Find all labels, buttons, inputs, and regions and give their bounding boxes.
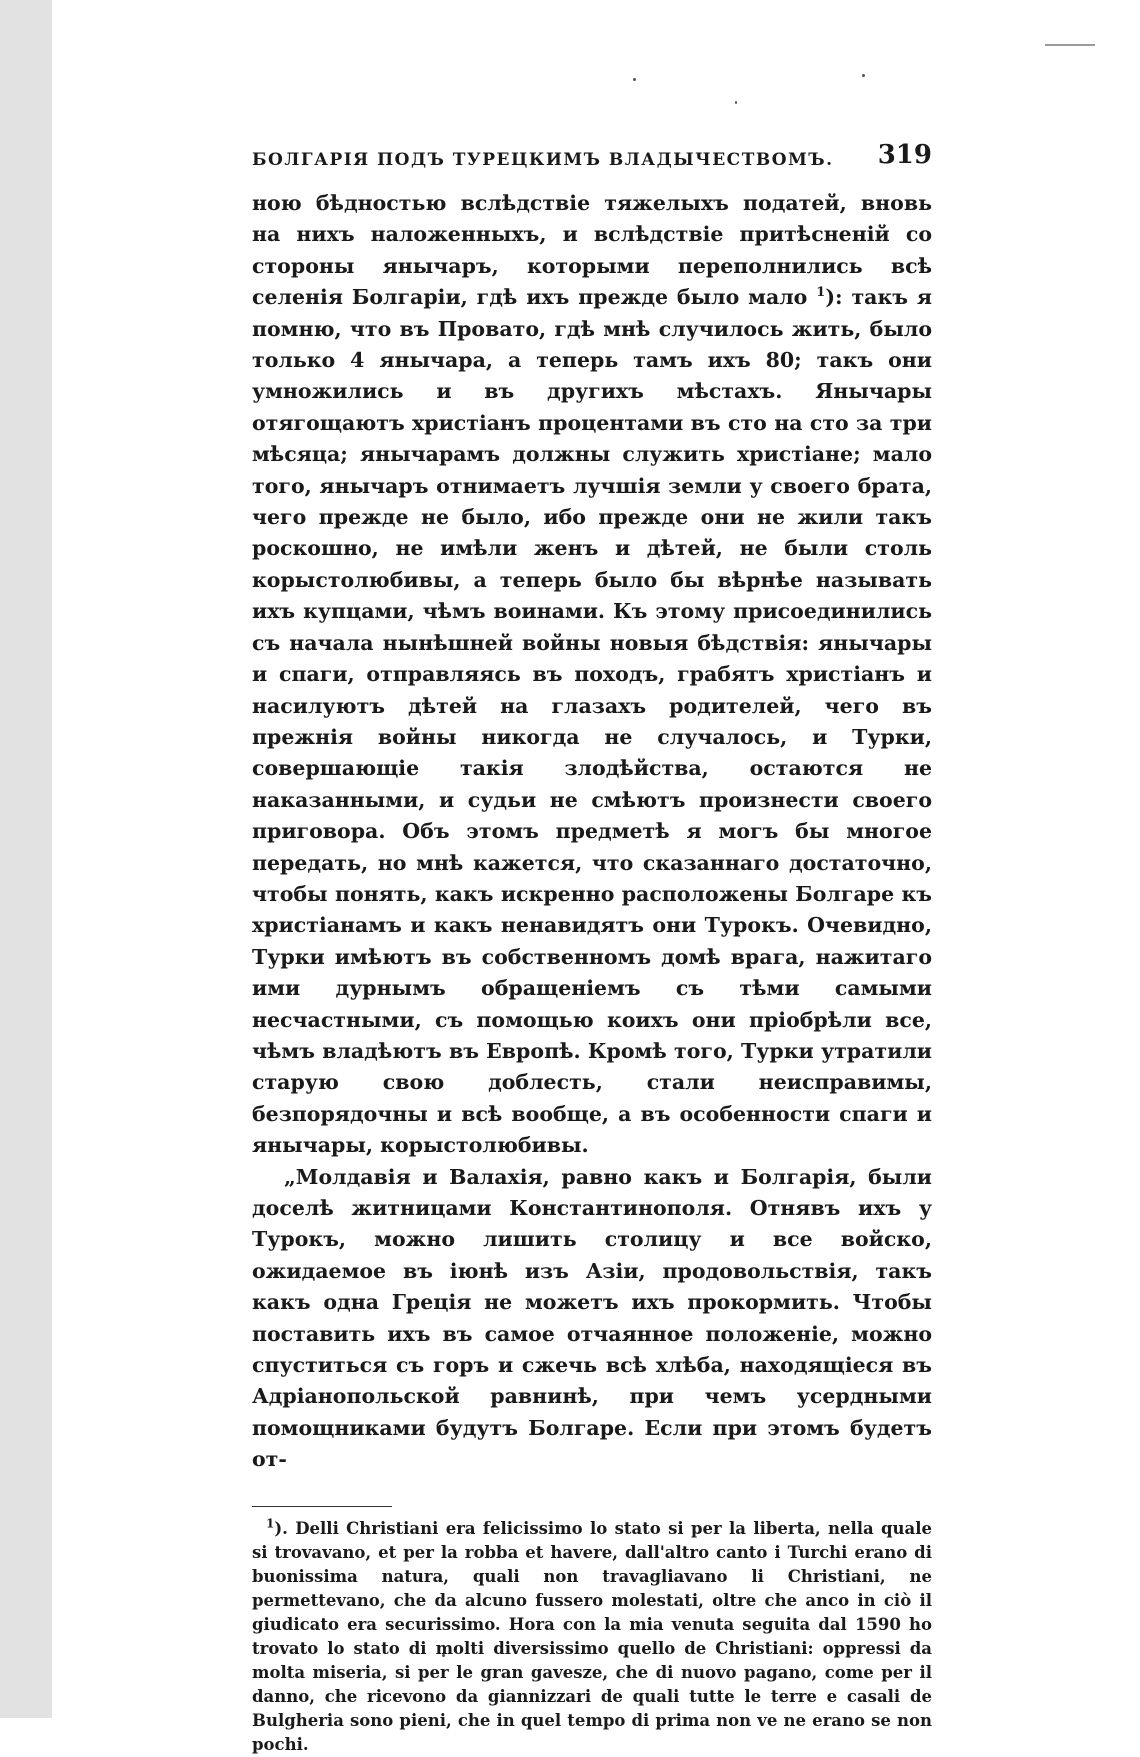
paragraph-text: „Молдавія и Валахія, равно какъ и Болгарія, были доселѣ житницами Константинополя. Отнявъ ихъ у Турокъ, можно лишить столицу и все войско, ожидаемое въ іюнѣ изъ Азіи, продовольствія, такъ какъ одна Греція не можетъ ихъ прокормить. Чтобы поставить ихъ въ самое отчаянное положеніе, можно спуститься съ горъ и сжечь всѣ хлѣба, находящіеся въ Адріанопольской равнинѣ, при чемъ усердными помощниками будутъ Болгаре. Если при этомъ будетъ от- xyxy=(252,1164,932,1472)
corner-rule xyxy=(1045,44,1095,46)
page-number: 319 xyxy=(877,140,932,170)
scan-speck xyxy=(633,78,636,81)
scan-speck xyxy=(862,74,865,77)
footnote-divider xyxy=(252,1506,392,1507)
page-content xyxy=(252,140,932,1757)
binding-gutter xyxy=(0,0,52,1718)
paragraph-text: ною бѣдностью вслѣдствіе тяжелыхъ податей, вновь на нихъ наложенныхъ, и вслѣдствіе притѣсненій со стороны янычаръ, которыми переполнились всѣ селенія Болгаріи, гдѣ ихъ прежде было мало xyxy=(252,191,932,310)
footnote-marker: 1 xyxy=(266,1516,275,1531)
footnote-reference: 1 xyxy=(816,285,826,301)
body-paragraph xyxy=(252,1162,932,1476)
body-paragraph xyxy=(252,188,932,1162)
paragraph-text: ): такъ я помню, что въ Провато, гдѣ мнѣ случилось жить, было только 4 янычара, а теперь тамъ ихъ 80; такъ они умножились и въ другихъ мѣстахъ. Янычары отягощаютъ христіанъ процентами въ сто на сто за три мѣсяца; янычарамъ должны служить христіане; мало того, янычаръ отнимаетъ лучшія земли у своего брата, чего прежде не было, ибо прежде они не жили такъ роскошно, не имѣли женъ и дѣтей, не были столь корыстолюбивы, а теперь было бы вѣрнѣе называть ихъ купцами, чѣмъ воинами. Къ этому присоединились съ начала нынѣшней войны новыя бѣдствія: янычары и спаги, отправляясь въ походъ, грабятъ христіанъ и насилуютъ дѣтей на глазахъ родителей, чего въ прежнія войны никогда не случалось, и Турки, совершающіе такія злодѣйства, остаются не наказанными, и судьи не смѣютъ произнести своего приговора. Объ этомъ предметѣ я могъ бы многое передать, но мнѣ кажется, что сказаннаго достаточно, чтобы понять, какъ искренно расположены Болгаре къ христіанамъ и какъ ненавидятъ они Турокъ. Очевидно, Турки имѣютъ въ собственномъ домѣ врага, нажитаго ими дурнымъ обращеніемъ съ тѣми самыми несчастными, съ помощью коихъ они пріобрѣли все, чѣмъ владѣютъ въ Европѣ. Кромѣ того, Турки утратили старую свою доблесть, стали неисправимы, безпорядочны и всѣ вообще, а въ особенности спаги и янычары, корыстолюбивы. xyxy=(252,285,933,1158)
footnote-text: ). Delli Christiani era felicissimo lo stato si per la liberta, nella quale si trovavano, et per la robba et havere, dall'altro canto i Turchi erano di buonissima natura, quali non travagliavano li Christiani, ne permettevano, che da alcuno fussero molestati, oltre che anco in ciò il giudicato era securissimo. Hora con la mia venuta seguita dal 1590 ho trovato lo stato di molti diversissimo quello de Christiani: oppressi da molta miseria, si per le gran gavesze, che di nuovo pagano, come per il danno, che ricevono da giannizzari de quali tutte le terre e casali de Bulgheria sono pieni, che in quel tempo di prima non ve ne erano se non pochi. xyxy=(252,1518,932,1754)
page-header xyxy=(252,140,932,180)
footnote xyxy=(252,1517,932,1757)
running-head: БОЛГАРІЯ ПОДЪ ТУРЕЦКИМЪ ВЛАДЫЧЕСТВОМЪ. xyxy=(252,150,834,170)
scan-speck xyxy=(735,101,737,104)
